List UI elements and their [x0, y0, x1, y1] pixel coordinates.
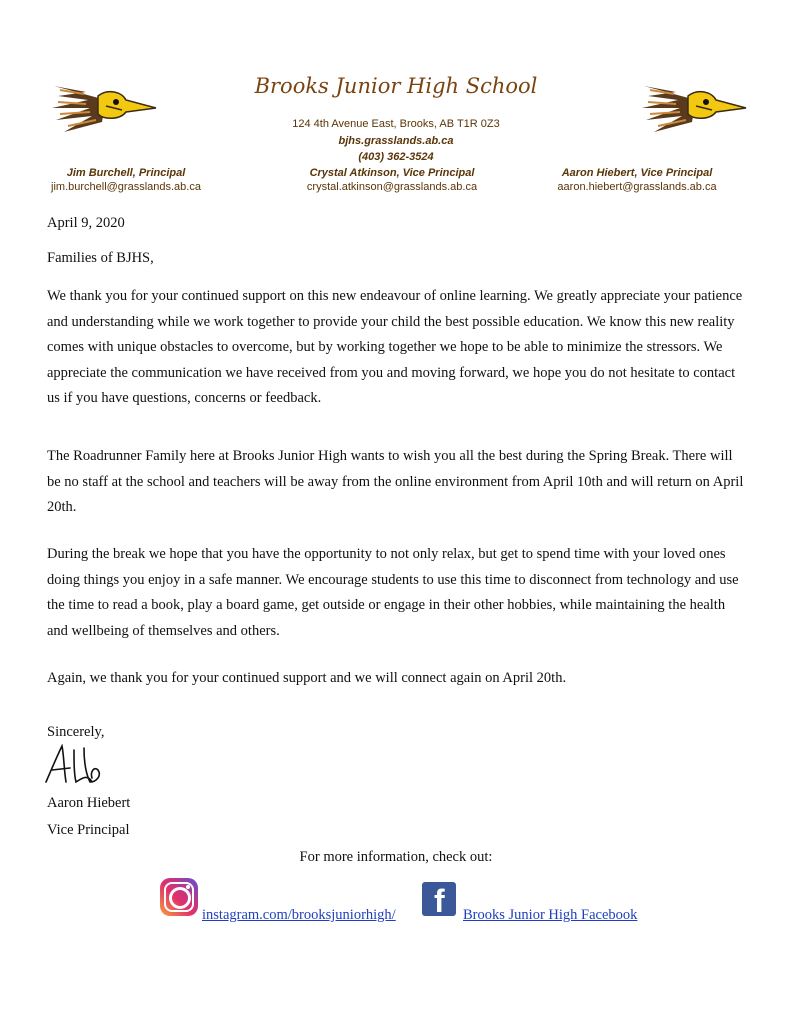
letter-paragraph: The Roadrunner Family here at Brooks Junior High wants to wish you all the best during the Spring Break. There will be no staff at the school and teachers will be away from the online environment from April 10th and will return on April 20th. — [47, 448, 744, 516]
letter-salutation: Families of BJHS, — [47, 250, 154, 266]
staff-email[interactable]: crystal.atkinson@grasslands.ab.ca — [306, 181, 478, 193]
signature-image — [44, 744, 120, 786]
school-address: 124 4th Avenue East, Brooks, AB T1R 0Z3 — [292, 118, 500, 130]
more-info-text: For more information, check out: — [299, 849, 493, 865]
letter-closing: Sincerely, — [47, 724, 105, 740]
signer-title: Vice Principal — [47, 822, 130, 838]
staff-email[interactable]: aaron.hiebert@grasslands.ab.ca — [557, 181, 717, 193]
staff-name: Aaron Hiebert, Vice Principal — [561, 167, 713, 179]
letter-date: April 9, 2020 — [47, 215, 125, 231]
staff-name: Jim Burchell, Principal — [66, 167, 186, 179]
staff-principal — [6, 167, 246, 193]
staff-vice-principal — [272, 167, 512, 193]
letter-paragraph: We thank you for your continued support on this new endeavour of online learning. We greatly appreciate your patience and understanding while we work together to provide your child the best possible education. We know this new reality comes with unique obstacles to overcome, but by working together we hope to be able to minimize the stressors. We appreciate the communication we have received from you and moving forward, we hope you do not hesitate to contact us if you have questions, concerns or feedback. — [47, 288, 743, 407]
school-phone: (403) 362-3524 — [358, 151, 434, 163]
staff-vice-principal — [517, 167, 757, 193]
facebook-link[interactable]: Brooks Junior High Facebook — [463, 907, 638, 923]
instagram-link-row — [156, 906, 396, 924]
letter-paragraph: Again, we thank you for your continued support and we will connect again on April 20th. — [47, 670, 567, 686]
staff-email[interactable]: jim.burchell@grasslands.ab.ca — [51, 181, 201, 193]
facebook-icon[interactable]: f — [422, 882, 456, 916]
instagram-link[interactable]: instagram.com/brooksjuniorhigh/ — [202, 907, 396, 923]
facebook-link-row — [415, 906, 637, 924]
letter-paragraph: During the break we hope that you have the opportunity to not only relax, but get to spend time with your loved ones doing things you enjoy in a safe manner. We encourage students to use this time to disconnect from technology and use the time to read a book, play a board game, get outside or engage in their other hobbies, while maintaining the health and wellbeing of themselves and others. — [47, 546, 739, 639]
staff-name: Crystal Atkinson, Vice Principal — [309, 167, 475, 179]
school-name: Brooks Junior High School — [254, 74, 538, 98]
school-website: bjhs.grasslands.ab.ca — [338, 135, 454, 147]
signer-name: Aaron Hiebert — [47, 795, 131, 811]
